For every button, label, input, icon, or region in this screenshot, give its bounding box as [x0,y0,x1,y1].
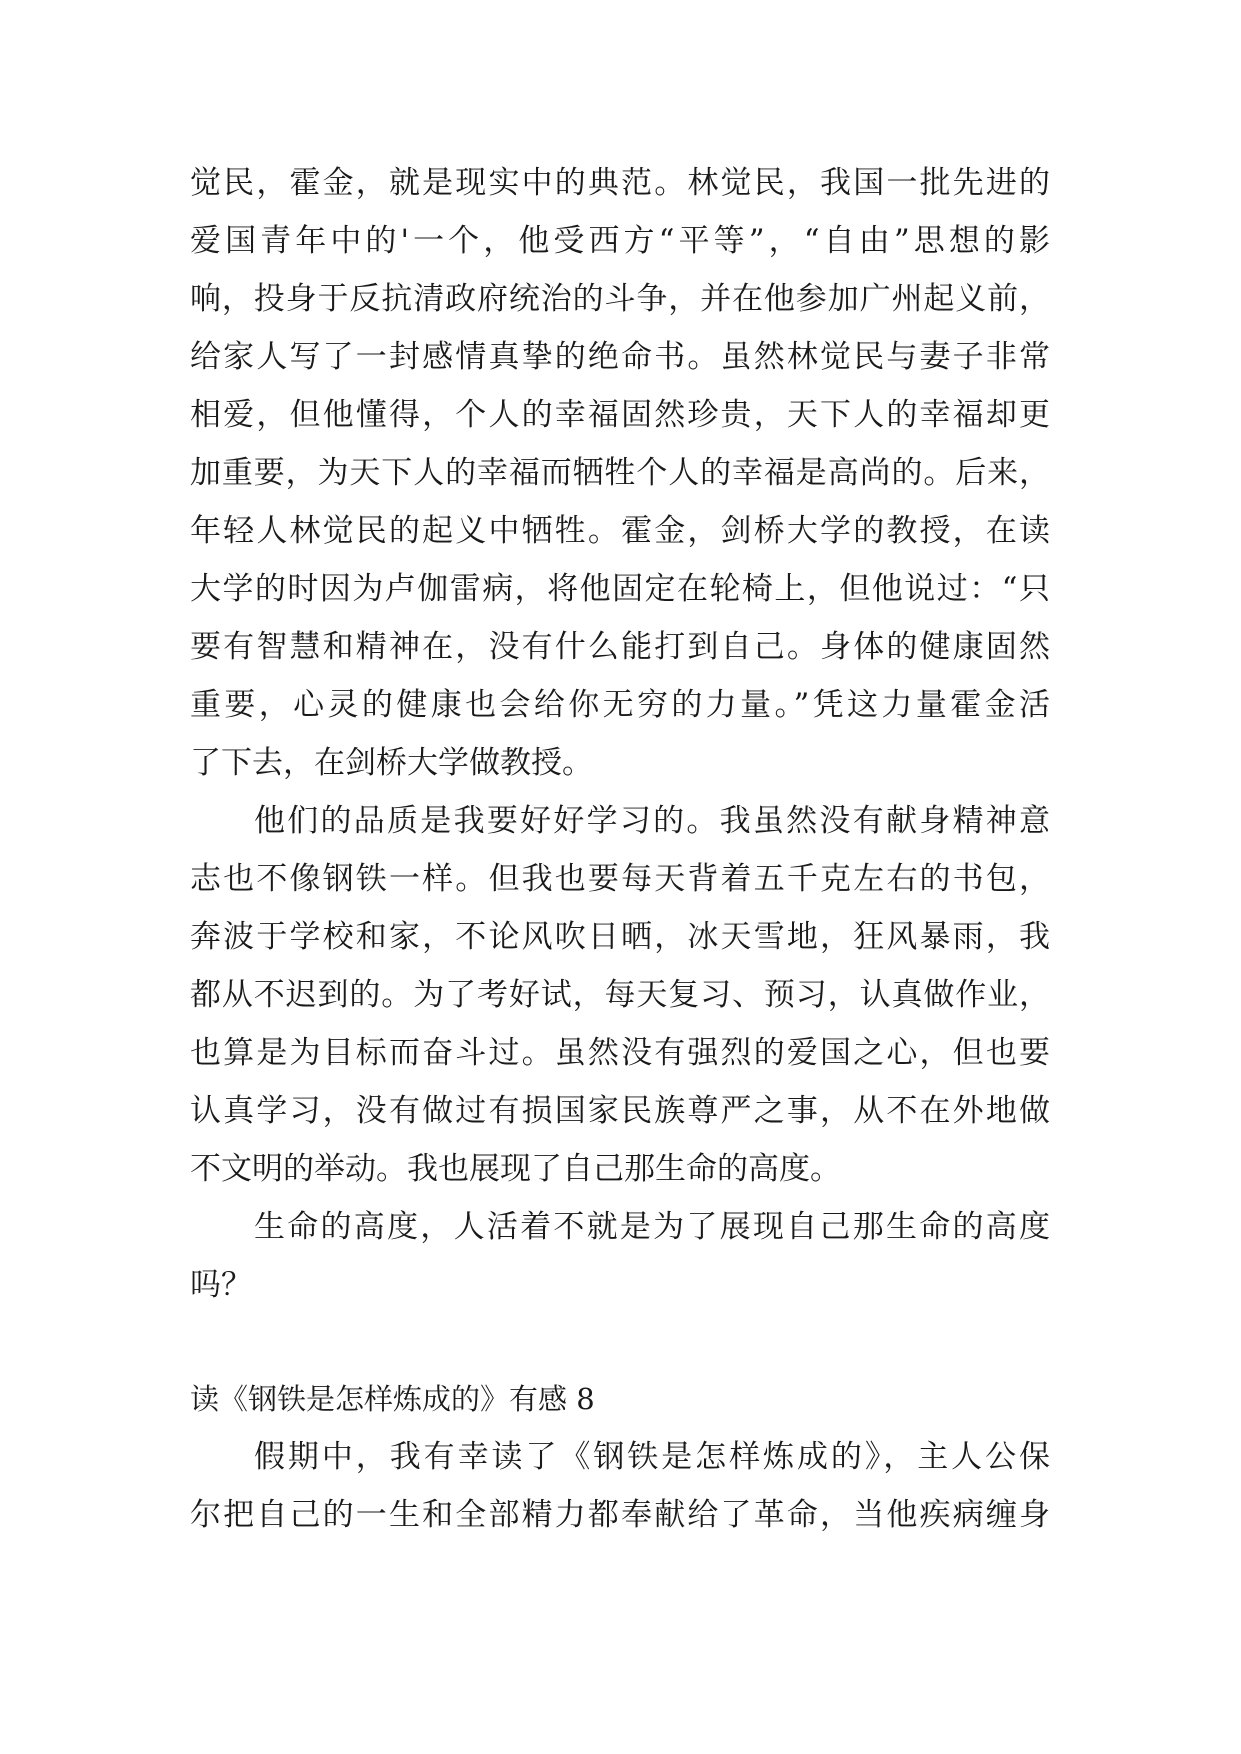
paragraph-2-line: 也算是为目标而奋斗过。虽然没有强烈的爱国之心，但也要 [190,1035,1050,1071]
paragraph-1-line: 重要，心灵的健康也会给你无穷的力量。”凭这力量霍金活 [190,687,1050,723]
paragraph-2-line: 认真学习，没有做过有损国家民族尊严之事，从不在外地做 [190,1093,1050,1129]
paragraph-4-line: 尔把自己的一生和全部精力都奉献给了革命，当他疾病缠身 [190,1497,1050,1533]
paragraph-1-line: 要有智慧和精神在，没有什么能打到自己。身体的健康固然 [190,629,1050,665]
paragraph-2-line: 不文明的举动。我也展现了自己那生命的高度。 [190,1151,841,1187]
paragraph-2-line: 他们的品质是我要好好学习的。我虽然没有献身精神意 [254,803,1050,839]
paragraph-1-line: 相爱，但他懂得，个人的幸福固然珍贵，天下人的幸福却更 [190,397,1050,433]
paragraph-1-line: 爱国青年中的'一个，他受西方“平等”，“自由”思想的影 [190,223,1050,259]
paragraph-2-line: 奔波于学校和家，不论风吹日晒，冰天雪地，狂风暴雨，我 [190,919,1050,955]
paragraph-3-line: 生命的高度，人活着不就是为了展现自己那生命的高度 [254,1209,1050,1245]
paragraph-1-line: 大学的时因为卢伽雷病，将他固定在轮椅上，但他说过：“只 [190,571,1050,607]
section-heading: 读《钢铁是怎样炼成的》有感 8 [190,1382,595,1416]
paragraph-2-line: 志也不像钢铁一样。但我也要每天背着五千克左右的书包， [190,861,1050,897]
paragraph-1-line: 给家人写了一封感情真挚的绝命书。虽然林觉民与妻子非常 [190,339,1050,375]
paragraph-4-line: 假期中，我有幸读了《钢铁是怎样炼成的》，主人公保 [254,1439,1050,1475]
paragraph-1-line: 年轻人林觉民的起义中牺牲。霍金，剑桥大学的教授，在读 [190,513,1050,549]
paragraph-1-line: 了下去，在剑桥大学做教授。 [190,745,593,781]
paragraph-1-line: 加重要，为天下人的幸福而牺牲个人的幸福是高尚的。后来， [190,455,1050,491]
paragraph-3-line: 吗？ [190,1267,252,1303]
paragraph-1-line: 觉民，霍金，就是现实中的典范。林觉民，我国一批先进的 [190,165,1050,201]
paragraph-2-line: 都从不迟到的。为了考好试，每天复习、预习，认真做作业， [190,977,1050,1013]
paragraph-1-line: 响，投身于反抗清政府统治的斗争，并在他参加广州起义前， [190,281,1050,317]
